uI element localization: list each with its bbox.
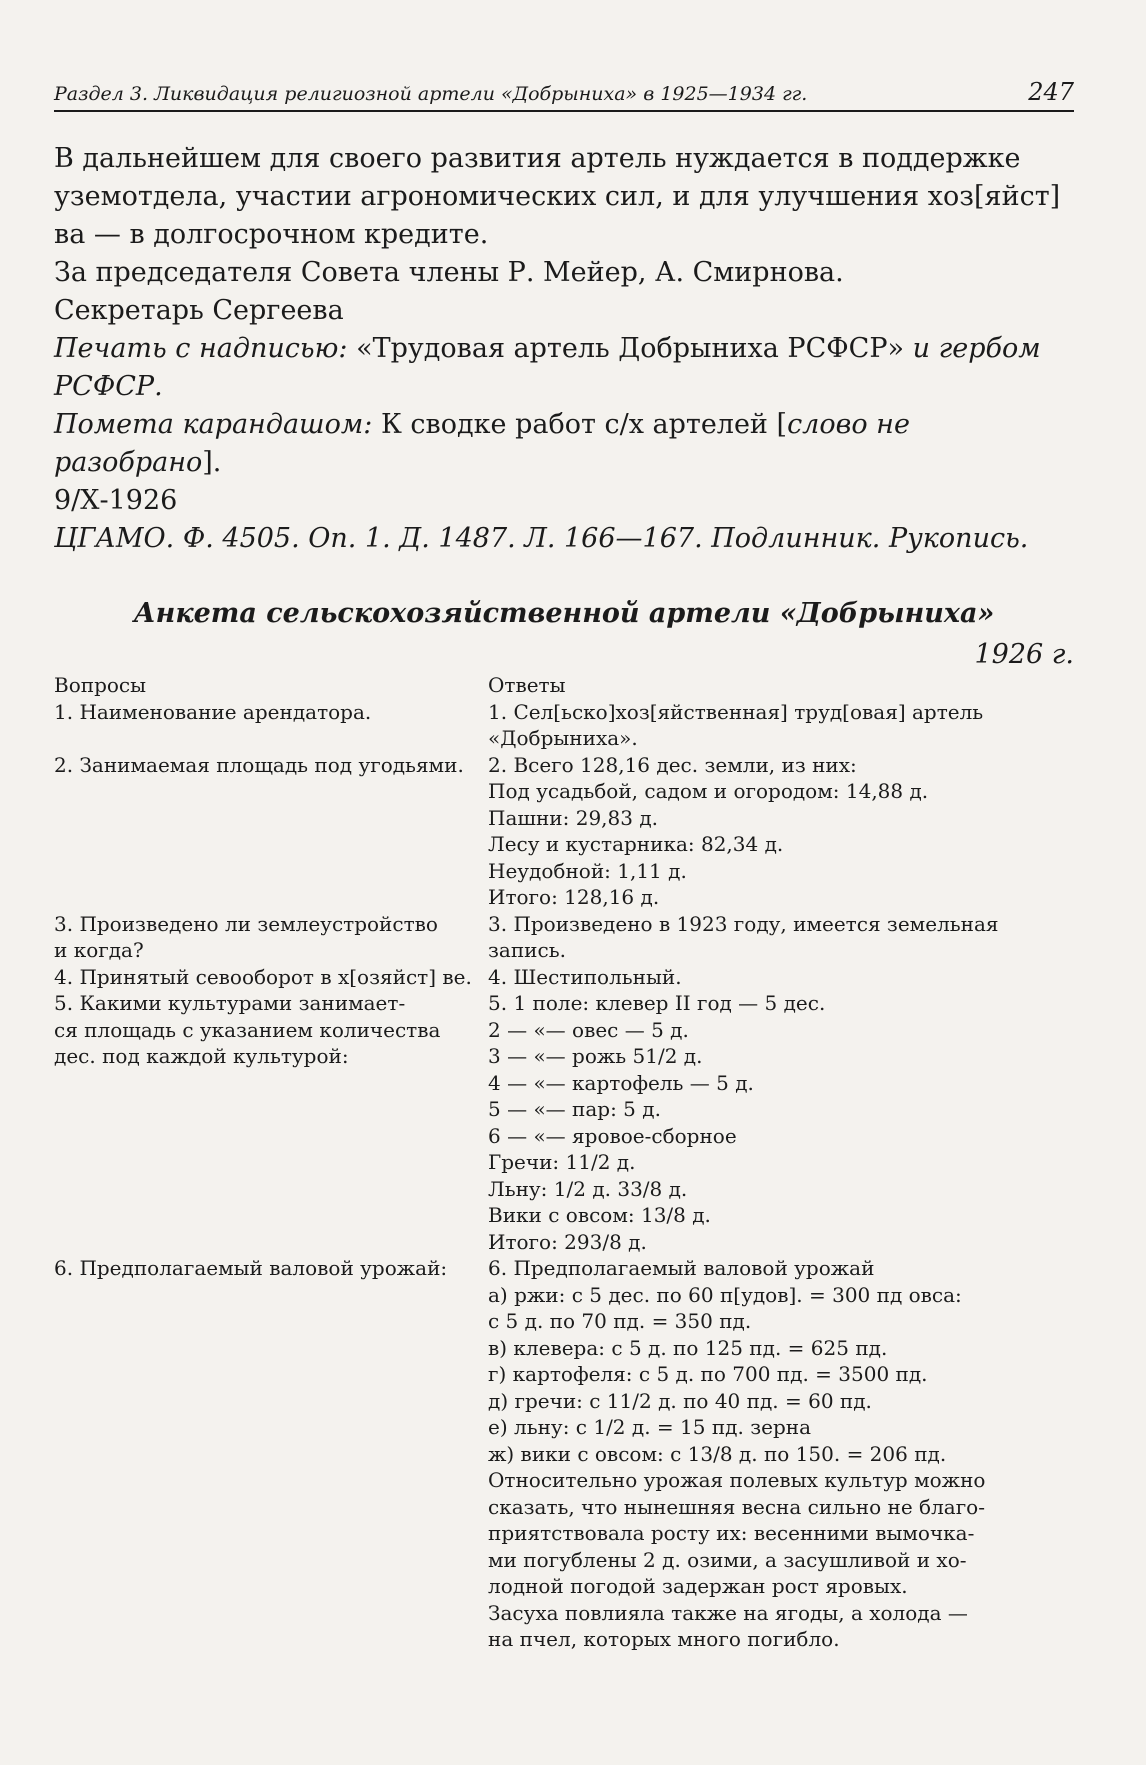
answer-line: приятствовала росту их: весенними вымочка- [488,1521,975,1545]
answer-line: Гречи: 11/2 д. [488,1150,636,1174]
questionnaire-row [54,752,1074,911]
answer-line: лодной погодой задержан рост яровых. [488,1574,908,1598]
answer-line: Итого: 293/8 д. [488,1229,647,1254]
answer-line: 1. Сел[ьско]хоз[яйственная] труд[овая] артель [488,699,984,724]
questionnaire-table [54,672,1074,1653]
question-line: 6. Предполагаемый валовой урожай: [54,1256,448,1280]
answer-line: запись. [488,938,566,962]
answer-line: ми погублены 2 д. озими, а засушливой и хо- [488,1547,967,1572]
answer-line: 3. Произведено в 1923 году, имеется земельная [488,911,999,936]
answer-line: 4. Шестипольный. [488,964,682,989]
answer-line: Вики с овсом: 13/8 д. [488,1203,711,1227]
archive-reference: ЦГАМО. Ф. 4505. Оп. 1. Д. 1487. Л. 166—167. Подлинник. Рукопись. [54,523,1029,554]
book-page [54,78,1074,1653]
question-line: 1. Наименование арендатора. [54,699,372,724]
intro-text [54,140,1074,558]
question-cell [54,990,488,1255]
question-cell [54,964,488,991]
stamp-and: и гербом [912,333,1041,364]
questionnaire-row [54,964,1074,991]
note-date: 9/Х-1926 [54,485,178,516]
answer-line: Под усадьбой, садом и огородом: 14,88 д. [488,779,929,803]
answer-line: Неудобной: 1,11 д. [488,858,687,883]
note-unclear: слово не разобрано [54,409,910,478]
answer-line: 2 — «— овес — 5 д. [488,1017,689,1042]
answer-cell [488,752,1028,911]
answer-line: 5. 1 поле: клевер II год — 5 дес. [488,991,826,1015]
note-label: Помета карандашом: [54,409,373,440]
answer-cell [488,911,1028,964]
stamp-end: РСФСР. [54,371,163,402]
answer-cell [488,964,1028,991]
intro-line: В дальнейшем для своего развития артель нуждается в поддержке [54,143,1021,174]
answer-line: а) ржи: с 5 дес. по 60 п[удов]. = 300 пд овса: [488,1282,962,1307]
running-header [54,78,1074,112]
page-number: 247 [1028,78,1074,106]
running-title: Раздел 3. Ликвидация религиозной артели «Добрыниха» в 1925—1934 гг. [54,83,808,105]
answer-line: сказать, что нынешняя весна сильно не благо- [488,1494,985,1519]
note-close: ]. [202,447,222,478]
secretary: Секретарь Сергеева [54,295,344,326]
question-line: 3. Произведено ли землеустройство [54,911,438,936]
question-line: 4. Принятый севооборот в х[озяйст] ве. [54,964,472,989]
answer-line: на пчел, которых много погибло. [488,1627,840,1651]
answer-line: Пашни: 29,83 д. [488,805,658,830]
answer-line: с 5 д. по 70 пд. = 350 пд. [488,1309,752,1333]
note-text: К сводке работ с/х артелей [ [380,409,788,440]
question-line: ся площадь с указанием количества [54,1017,441,1042]
answer-cell [488,1255,1028,1653]
questionnaire-row [54,1255,1074,1653]
answer-line: Засуха повлияла также на ягоды, а холода — [488,1600,968,1625]
stamp-label: Печать с надписью: [54,333,348,364]
answer-line: г) картофеля: с 5 д. по 700 пд. = 3500 пд. [488,1362,928,1386]
questionnaire-row [54,699,1074,752]
pencil-note [54,406,1074,482]
answer-line: Итого: 128,16 д. [488,885,660,909]
question-cell [54,752,488,911]
answer-line: 2. Всего 128,16 дес. земли, из них: [488,752,857,777]
answer-cell [488,699,1028,752]
signatures: За председателя Совета члены Р. Мейер, А. Смирнова. [54,257,844,288]
question-cell [54,699,488,752]
stamp-note [54,330,1074,368]
intro-line: уземотдела, участии агрономических сил, и для улучшения хоз[яйст] [54,181,1061,212]
document-title: Анкета сельскохозяйственной артели «Добрыниха» [133,598,995,629]
question-cell [54,911,488,964]
stamp-text: «Трудовая артель Добрыниха РСФСР» [356,333,904,364]
answer-line: е) льну: с 1/2 д. = 15 пд. зерна [488,1415,811,1439]
answer-line: Относительно урожая полевых культур можно [488,1468,986,1492]
answer-cell [488,990,1028,1255]
answer-line: ж) вики с овсом: с 13/8 д. по 150. = 206 пд. [488,1441,947,1466]
column-headers [54,672,1074,699]
answer-line: Лесу и кустарника: 82,34 д. [488,832,784,856]
document-year: 1926 г. [974,639,1074,670]
answer-line: 6 — «— яровое-сборное [488,1123,737,1148]
answer-line: 6. Предполагаемый валовой урожай [488,1256,875,1280]
question-line: 5. Какими культурами занимает- [54,991,406,1015]
questions-header: Вопросы [54,673,147,697]
questionnaire-row [54,990,1074,1255]
answer-line: 5 — «— пар: 5 д. [488,1097,661,1121]
question-line: дес. под каждой культурой: [54,1044,349,1068]
answer-line: д) гречи: с 11/2 д. по 40 пд. = 60 пд. [488,1388,872,1413]
question-line: и когда? [54,938,144,962]
answer-line: «Добрыниха». [488,726,638,750]
question-cell [54,1255,488,1653]
question-line: 2. Занимаемая площадь под угодьями. [54,752,464,777]
questionnaire-row [54,911,1074,964]
answers-header: Ответы [488,673,566,697]
answer-line: 4 — «— картофель — 5 д. [488,1070,754,1095]
intro-line: ва — в долгосрочном кредите. [54,219,489,250]
answer-line: в) клевера: с 5 д. по 125 пд. = 625 пд. [488,1335,888,1360]
answer-line: 3 — «— рожь 51/2 д. [488,1044,703,1068]
answer-line: Льну: 1/2 д. 33/8 д. [488,1176,688,1201]
